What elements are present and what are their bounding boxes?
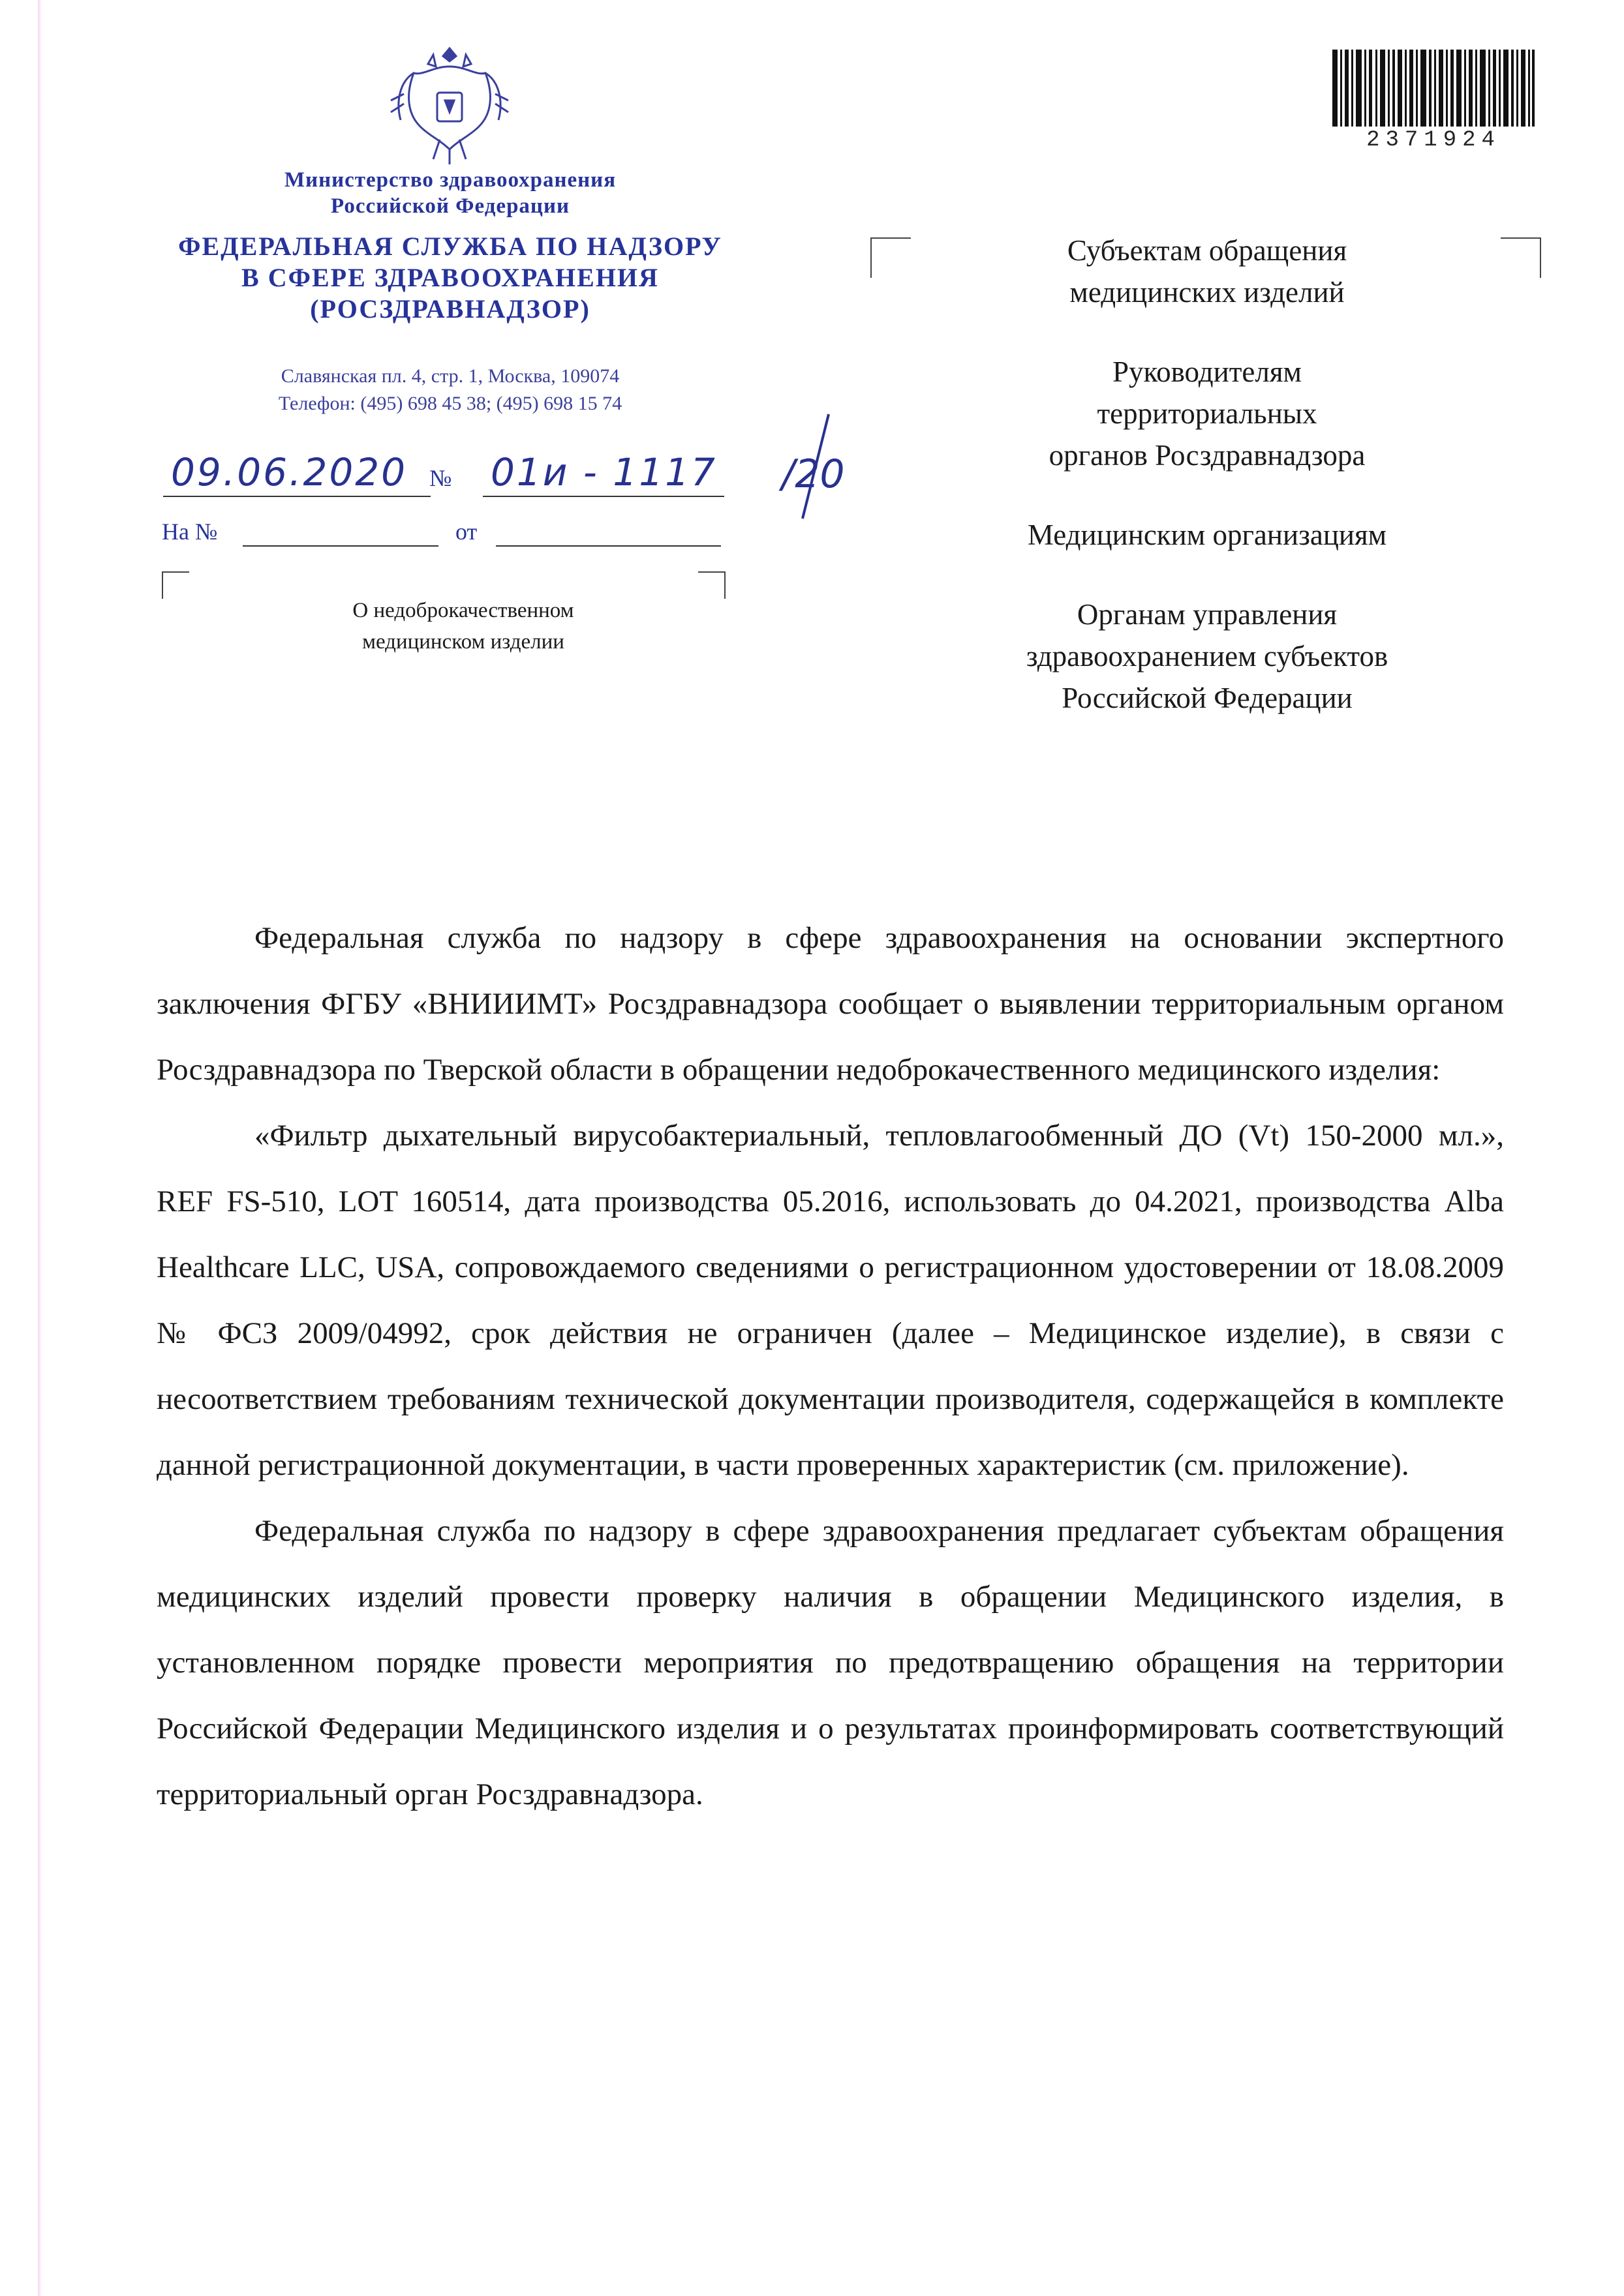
ministry-line: Министерство здравоохранения [284,168,617,192]
barcode-icon [1332,50,1535,127]
recipient-line: здравоохранением субъектов [1026,640,1388,672]
subject [287,595,639,657]
recipient-line: Российской Федерации [1062,682,1353,714]
recipient-line: органов Росздравнадзора [1049,439,1366,472]
recipient-line: Органам управления [1077,598,1338,631]
ministry-name [157,167,744,219]
address-block [163,363,737,417]
recipient-group [940,514,1475,556]
reply-to-line [243,545,438,547]
address-line: Славянская пл. 4, стр. 1, Москва, 109074 [281,365,620,387]
recipient-group [940,351,1475,476]
subject-line: медицинском изделии [362,630,564,654]
recipient-line: Руководителям [1112,355,1302,388]
barcode-number: 2371924 [1366,128,1501,153]
registration-number: 01и - 1117 [491,450,717,494]
date-underline [163,496,431,497]
subject-corner-right [698,571,726,599]
subject-corner-left [162,571,189,599]
number-underline [483,496,724,497]
service-line: (РОСЗДРАВНАДЗОР) [310,294,590,324]
body-paragraph: Федеральная служба по надзору в сфере здравоохранения на основании экспертного заключения ФГБУ «ВНИИИМТ» Росздравнадзора сообщает о выявлении территориальным органом Росздравнадзора по Тверской области в обращении недоброкачественного медицинского изделия: [157,921,1504,1087]
scan-edge [38,0,42,2296]
letter-body [157,905,1504,1828]
recipient-group [940,594,1475,719]
service-line: ФЕДЕРАЛЬНАЯ СЛУЖБА ПО НАДЗОРУ [178,232,722,261]
handwritten-slash [776,411,848,522]
service-line: В СФЕРЕ ЗДРАВООХРАНЕНИЯ [241,263,659,292]
recipients-block [940,230,1475,757]
recipient-line: Медицинским организациям [1027,519,1387,551]
subject-line: О недоброкачественном [352,599,574,622]
ministry-line: Российской Федерации [331,194,570,218]
recipients-corner-left [870,237,911,278]
recipient-group [940,230,1475,313]
reply-from-label: от [455,519,478,545]
body-paragraph: «Фильтр дыхательный вирусобактериальный, тепловлагообменный ДО (Vt) 150-2000 мл.», REF FS-510, LOT 160514, дата производства 05.2016, использовать до 04.2021, производства Alba Healthcare LLC, USA, сопровождаемого сведениями о регистрационном удостоверении от 18.08.2009 № ФСЗ 2009/04992, срок действия не ограничен (далее – Медицинское изделие), в связи с несоответствием требованиям технической документации производителя, содержащейся в комплекте данной регистрационной документации, в части проверенных характеристик (см. приложение). [157,1119,1504,1482]
recipient-line: Субъектам обращения [1067,234,1347,267]
reply-from-line [496,545,721,547]
registration-number-suffix: /20 [782,451,845,497]
recipient-line: территориальных [1097,397,1317,430]
registration-date: 09.06.2020 [171,450,408,494]
body-paragraph: Федеральная служба по надзору в сфере здравоохранения предлагает субъектам обращения медицинских изделий провести проверку наличия в обращении Медицинского изделия, в установленном порядке провести мероприятия по предотвращению обращения на территории Российской Федерации Медицинского изделия и о результатах проинформировать соответствующий территориальный орган Росздравнадзора. [157,1514,1504,1811]
reply-to-label: На № [162,519,218,545]
recipient-line: медицинских изделий [1069,276,1345,309]
phone-line: Телефон: (495) 698 45 38; (495) 698 15 74 [278,393,622,414]
service-name [117,231,783,325]
recipients-corner-right [1501,237,1541,278]
number-sign: № [429,465,452,491]
coat-of-arms-icon [388,35,512,166]
